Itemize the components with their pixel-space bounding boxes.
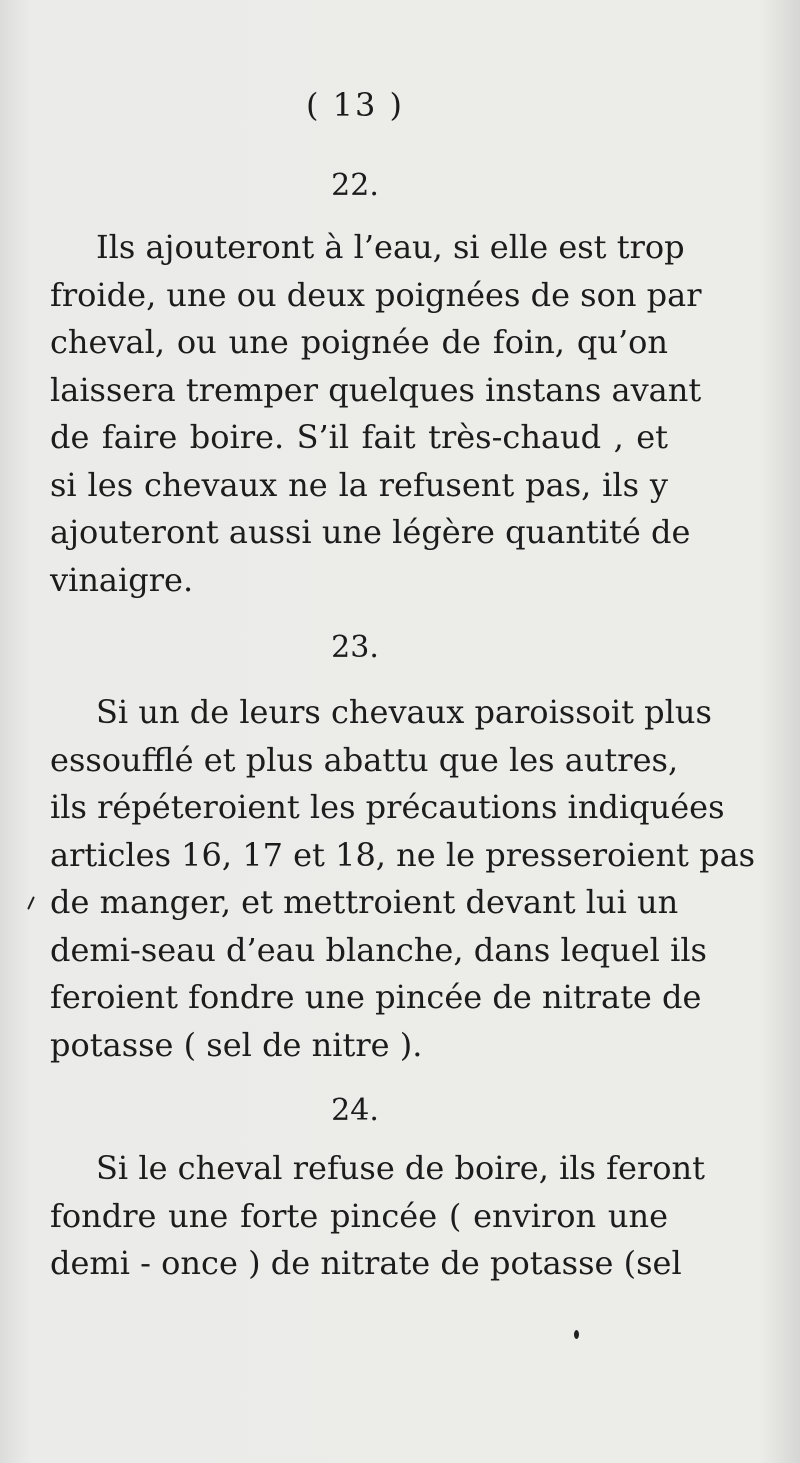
text-line: de manger, et mettroient devant lui un bbox=[50, 883, 679, 921]
text-line: essoufflé et plus abattu que les autres, bbox=[50, 740, 679, 779]
text-line: de faire boire. S’il fait très-chaud , et bbox=[50, 418, 668, 456]
text-line: articles 16, 17 et 18, ne le presseroient pas bbox=[50, 835, 756, 874]
text-line: potasse ( sel de nitre ). bbox=[50, 1025, 423, 1064]
text-line: feroient fondre une pincée de nitrate de bbox=[50, 978, 702, 1016]
page-number: ( 13 ) bbox=[305, 86, 405, 124]
text-line: Si le cheval refuse de boire, ils feront bbox=[96, 1149, 705, 1187]
text-line: demi - once ) de nitrate de potasse (sel bbox=[50, 1244, 682, 1282]
text-line: froide, une ou deux poignées de son par bbox=[50, 275, 702, 314]
text-line: ils répéteroient les précautions indiquées bbox=[50, 788, 725, 826]
text-line: demi-seau d’eau blanche, dans lequel ils bbox=[50, 930, 707, 969]
text-line: si les chevaux ne la refusent pas, ils y bbox=[50, 465, 668, 504]
text-line: fondre une forte pincée ( environ une bbox=[50, 1196, 668, 1235]
ink-speck bbox=[574, 1330, 579, 1339]
ink-speck bbox=[27, 896, 35, 910]
text-line: cheval, ou une poignée de foin, qu’on bbox=[50, 323, 668, 361]
article-23-paragraph bbox=[50, 689, 756, 1069]
article-number-23: 23. bbox=[331, 630, 379, 665]
article-number-22: 22. bbox=[331, 168, 379, 203]
text-line: Si un de leurs chevaux paroissoit plus bbox=[96, 693, 712, 731]
article-22-paragraph bbox=[50, 224, 702, 604]
article-24-paragraph bbox=[50, 1145, 705, 1288]
article-number-24: 24. bbox=[331, 1093, 379, 1128]
text-line: ajouteront aussi une légère quantité de bbox=[50, 513, 691, 551]
text-line: Ils ajouteront à l’eau, si elle est trop bbox=[96, 228, 685, 266]
text-line: vinaigre. bbox=[50, 560, 194, 599]
text-line: laissera tremper quelques instans avant bbox=[50, 370, 702, 409]
